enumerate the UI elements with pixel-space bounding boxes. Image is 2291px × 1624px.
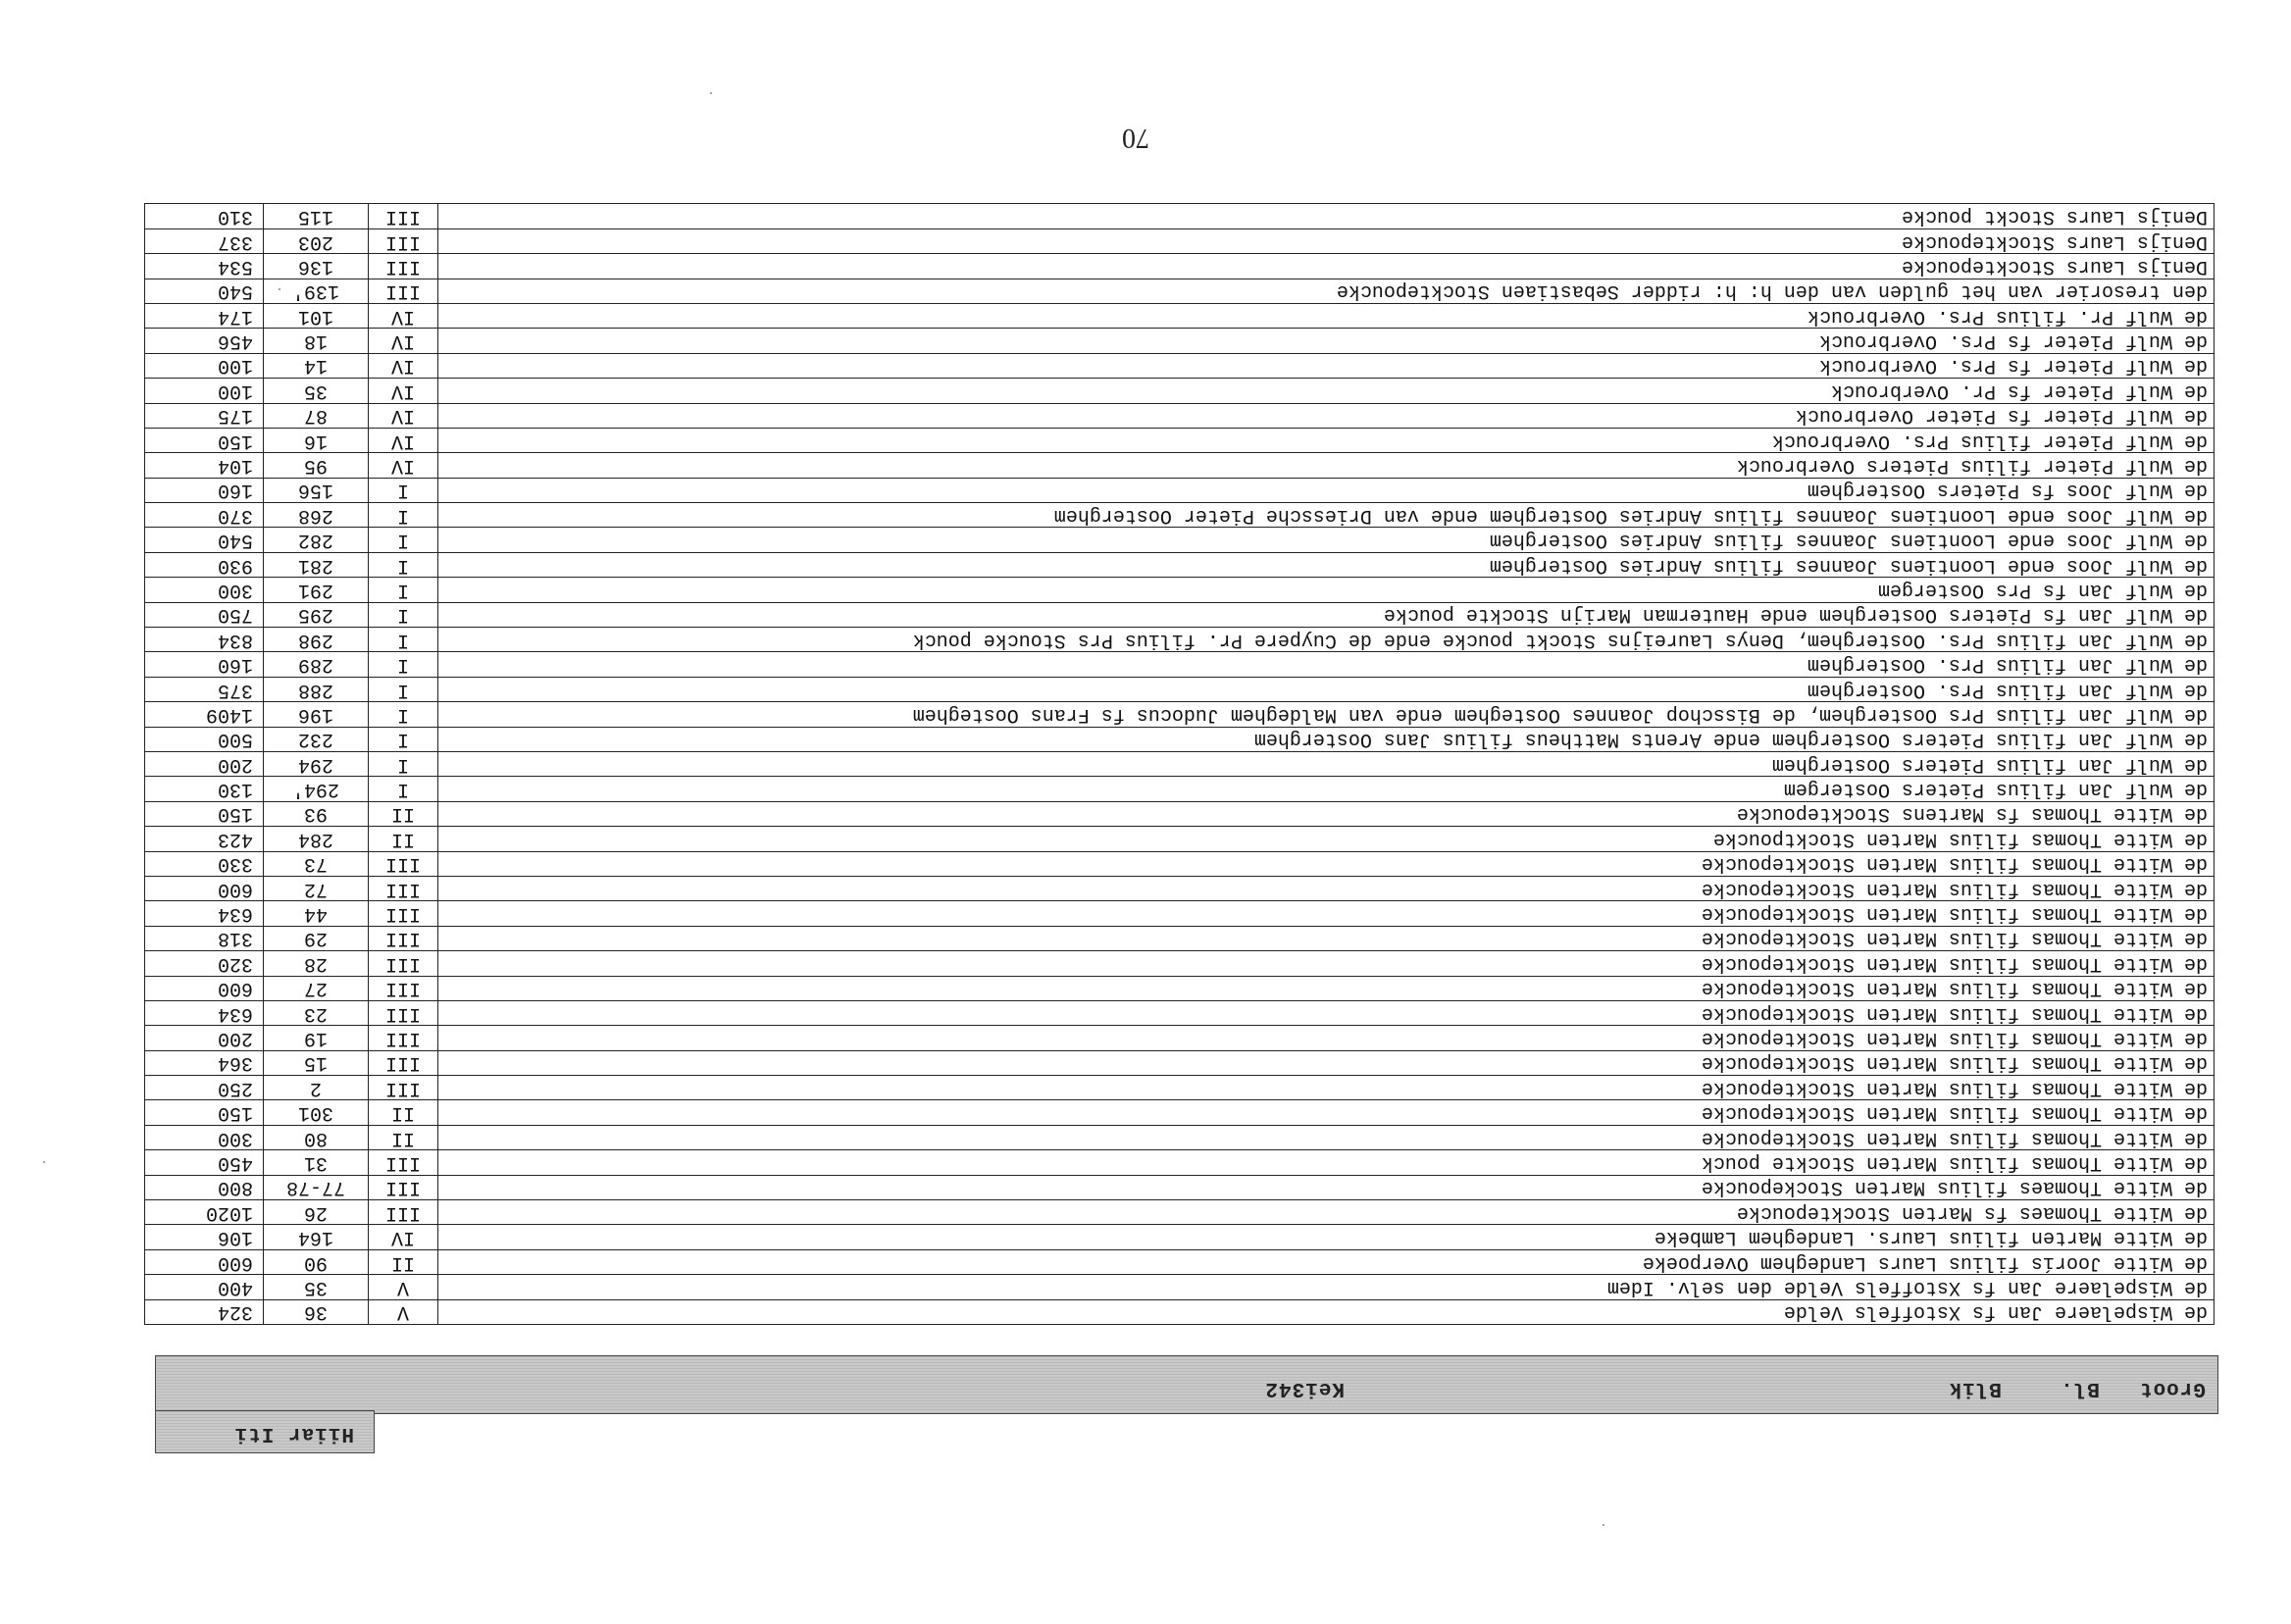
row-value-cell: 130 [145,777,264,801]
row-name-cell: de Wulf Pieter filius Pieters Overbrouck [438,453,2215,478]
table-row [145,602,2215,627]
row-book-cell: III [369,1026,438,1050]
table-row [145,901,2215,926]
row-name-cell: de Wulf Jan filius Prs Oosterghem, de Bisschop Joannes Oosteghem ende van Maldeghem Judocus fs Frans Oosteghem [438,702,2215,727]
table-row [145,552,2215,577]
row-name-cell: de Witte Thomas filius Marten Stocktepoucke [438,1026,2215,1050]
row-book-cell: III [369,228,438,253]
table-row [145,1125,2215,1149]
row-folio-cell: 27 [264,976,369,1000]
row-book-cell: III [369,1175,438,1199]
table-row [145,578,2215,602]
table-row [145,1150,2215,1175]
table-row [145,976,2215,1000]
row-name-cell: de Witte Thomas filius Marten Stocktepoucke [438,926,2215,950]
row-name-cell: de Witte Thomas filius Marten Stocktepoucke [438,901,2215,926]
row-folio-cell: 115 [264,204,369,228]
table-row [145,379,2215,403]
row-name-cell: de Wulf Pieter fs Pr. Overbrouck [438,379,2215,403]
row-folio-cell: 87 [264,403,369,428]
row-name-cell: de Witte Thomaes filius Marten Stockepoucke [438,1175,2215,1199]
row-name-cell: de Wulf Jan fs Pieters Oosterghem ende Hauterman Marijn Stockte poucke [438,602,2215,627]
row-value-cell: 456 [145,329,264,353]
row-book-cell: IV [369,329,438,353]
row-folio-cell: 18 [264,329,369,353]
table-row [145,702,2215,727]
row-value-cell: 160 [145,478,264,502]
row-folio-cell: 281 [264,552,369,577]
row-value-cell: 324 [145,1299,264,1324]
row-value-cell: 370 [145,503,264,528]
row-folio-cell: 28 [264,951,369,976]
row-value-cell: 834 [145,628,264,652]
row-value-cell: 330 [145,851,264,876]
register-table-body [145,204,2215,1325]
row-value-cell: 600 [145,976,264,1000]
row-book-cell: III [369,1076,438,1100]
row-folio-cell: 164 [264,1225,369,1249]
row-book-cell: V [369,1299,438,1324]
row-name-cell: de Witte Thomaes fs Marten Stocktepoucke [438,1200,2215,1225]
table-row [145,329,2215,353]
row-folio-cell: 72 [264,876,369,900]
row-value-cell: 930 [145,552,264,577]
table-row [145,827,2215,851]
row-book-cell: III [369,976,438,1000]
scan-speck [1603,1524,1604,1526]
row-book-cell: I [369,478,438,502]
row-name-cell: de Wulf Jan fs Prs Oostergem [438,578,2215,602]
row-value-cell: 540 [145,279,264,303]
row-name-cell: de Wulf Pr. filius Prs. Overbrouck [438,303,2215,328]
row-value-cell: 600 [145,1249,264,1274]
row-name-cell: de Witte Thomas filius Marten Stocktepoucke [438,876,2215,900]
table-row [145,777,2215,801]
table-row [145,951,2215,976]
row-name-cell: de Wulf Jan filius Prs. Oosterghem, Denys Laureijns Stockt poucke ende de Cuypere Pr. filius Prs Stoucke pouck [438,628,2215,652]
row-value-cell: 200 [145,752,264,777]
row-value-cell: 150 [145,1100,264,1125]
row-value-cell: 634 [145,901,264,926]
row-value-cell: 250 [145,1076,264,1100]
page-number: 70 [1122,123,1149,153]
row-name-cell: de Witte Thomas filius Marten Stocktepoucke [438,1076,2215,1100]
row-name-cell: Denijs Laurs Stocktepoucke [438,228,2215,253]
row-folio-cell: 23 [264,1000,369,1025]
row-value-cell: 310 [145,204,264,228]
scan-speck [43,1161,45,1163]
table-header-band [155,1355,2218,1414]
row-folio-cell: 289 [264,652,369,677]
row-name-cell: de Wulf Pieter fs Pieter Overbrouck [438,403,2215,428]
table-row [145,1225,2215,1249]
row-folio-cell: 301 [264,1100,369,1125]
row-name-cell: de Wulf Jan filius Pieters Oosterghem [438,752,2215,777]
row-folio-cell: 294 [264,752,369,777]
row-name-cell: Denijs Laurs Stockt poucke [438,204,2215,228]
row-value-cell: 634 [145,1000,264,1025]
row-name-cell: de Wispelaere Jan fs Xstoffels Velde den selv. Idem [438,1275,2215,1299]
row-folio-cell: 2 [264,1076,369,1100]
table-row [145,254,2215,279]
row-name-cell: de Wispelaere Jan fs Xstoffels Velde [438,1299,2215,1324]
row-value-cell: 750 [145,602,264,627]
row-book-cell: I [369,727,438,751]
row-value-cell: 800 [145,1175,264,1199]
table-row [145,628,2215,652]
row-name-cell: Denijs Laurs Stocktepoucke [438,254,2215,279]
row-folio-cell: 203 [264,228,369,253]
row-folio-cell: 101 [264,303,369,328]
row-name-cell: de Wulf Pieter fs Prs. Overbrouck [438,353,2215,378]
scan-speck [279,288,280,290]
row-book-cell: III [369,1050,438,1075]
row-value-cell: 300 [145,1125,264,1149]
row-folio-cell: 14 [264,353,369,378]
row-book-cell: II [369,801,438,826]
row-folio-cell: 268 [264,503,369,528]
row-book-cell: II [369,1125,438,1149]
table-row [145,478,2215,502]
table-row [145,1100,2215,1125]
row-name-cell: de Witte Joorís filius Laurs Landeghem Overpoeke [438,1249,2215,1274]
row-book-cell: I [369,552,438,577]
row-book-cell: I [369,677,438,701]
table-row [145,652,2215,677]
row-book-cell: IV [369,379,438,403]
row-value-cell: 337 [145,228,264,253]
row-value-cell: 540 [145,528,264,552]
row-folio-cell: 73 [264,851,369,876]
row-book-cell: I [369,702,438,727]
row-name-cell: de Wulf Joos ende Loontiens Joannes filius Andries Oosterghem [438,528,2215,552]
row-folio-cell: 288 [264,677,369,701]
table-row [145,677,2215,701]
row-value-cell: 400 [145,1275,264,1299]
row-name-cell: de Witte Thomas filius Marten Stockte pouck [438,1150,2215,1175]
row-folio-cell: 90 [264,1249,369,1274]
header-name-label: Kei342 [1264,1377,1345,1399]
row-book-cell: IV [369,403,438,428]
row-name-cell: de Witte Thomas fs Martens Stocktepoucke [438,801,2215,826]
row-book-cell: I [369,503,438,528]
table-row [145,1026,2215,1050]
table-row [145,403,2215,428]
row-value-cell: 100 [145,353,264,378]
row-book-cell: III [369,254,438,279]
row-book-cell: I [369,578,438,602]
row-book-cell: II [369,1249,438,1274]
row-name-cell: de Witte Thomas filius Marten Stocktepoucke [438,1000,2215,1025]
header-value-label: Groot [2138,1377,2206,1399]
row-value-cell: 375 [145,677,264,701]
table-row [145,1175,2215,1199]
table-row [145,1249,2215,1274]
row-value-cell: 106 [145,1225,264,1249]
row-folio-cell: 295 [264,602,369,627]
row-book-cell: IV [369,1225,438,1249]
table-row [145,1000,2215,1025]
row-folio-cell: 35 [264,1275,369,1299]
row-folio-cell: 156 [264,478,369,502]
table-row [145,1299,2215,1324]
row-book-cell: I [369,528,438,552]
table-row [145,1050,2215,1075]
row-book-cell: III [369,1200,438,1225]
row-value-cell: 150 [145,801,264,826]
table-row [145,204,2215,228]
header-folio-label: Bl. [2060,1377,2100,1399]
row-folio-cell: 31 [264,1150,369,1175]
scan-speck [710,92,712,94]
row-book-cell: V [369,1275,438,1299]
row-value-cell: 600 [145,876,264,900]
table-row [145,528,2215,552]
row-name-cell: de Wulf Jan filius Prs. Oosterghem [438,677,2215,701]
table-row [145,801,2215,826]
row-book-cell: III [369,1150,438,1175]
row-folio-cell: 298 [264,628,369,652]
row-folio-cell: 282 [264,528,369,552]
row-folio-cell: 35 [264,379,369,403]
row-book-cell: II [369,1100,438,1125]
row-folio-cell: 19 [264,1026,369,1050]
row-book-cell: IV [369,453,438,478]
row-value-cell: 150 [145,428,264,452]
row-value-cell: 423 [145,827,264,851]
row-book-cell: I [369,777,438,801]
table-row [145,926,2215,950]
row-book-cell: IV [369,353,438,378]
row-name-cell: de Witte Thomas filius Marten Stocktpoucke [438,827,2215,851]
row-folio-cell: 93 [264,801,369,826]
table-row [145,1275,2215,1299]
row-book-cell: IV [369,428,438,452]
row-folio-cell: 44 [264,901,369,926]
row-book-cell: III [369,851,438,876]
table-row [145,851,2215,876]
row-book-cell: III [369,204,438,228]
row-folio-cell: 77-78 [264,1175,369,1199]
row-value-cell: 364 [145,1050,264,1075]
row-name-cell: de Wulf Jan filius Prs. Oosterghem [438,652,2215,677]
register-table [144,203,2215,1325]
row-folio-cell: 26 [264,1200,369,1225]
row-folio-cell: 294' [264,777,369,801]
row-name-cell: de Witte Thomas filius Marten Stocktepoucke [438,1125,2215,1149]
table-row [145,228,2215,253]
row-name-cell: de Witte Marten filius Laurs. Landeghem Lambeke [438,1225,2215,1249]
row-book-cell: III [369,876,438,900]
row-book-cell: I [369,652,438,677]
row-book-cell: I [369,628,438,652]
table-header-extension [155,1410,375,1453]
row-folio-cell: 36 [264,1299,369,1324]
row-name-cell: de Wulf Jan filius Pieters Oosterghem ende Arents Mattheus filius Jans Oosterghem [438,727,2215,751]
row-name-cell: de Wulf Joos ende Loontiens Joannes filius Andries Oosterghem ende van Driessche Pieter Oosterghem [438,503,2215,528]
row-book-cell: IV [369,303,438,328]
table-row [145,453,2215,478]
row-value-cell: 1409 [145,702,264,727]
row-value-cell: 160 [145,652,264,677]
row-book-cell: III [369,279,438,303]
row-value-cell: 175 [145,403,264,428]
row-value-cell: 300 [145,578,264,602]
row-folio-cell: 15 [264,1050,369,1075]
row-value-cell: 104 [145,453,264,478]
row-folio-cell: 196 [264,702,369,727]
row-name-cell: de Wulf Pieter fs Prs. Overbrouck [438,329,2215,353]
table-row [145,876,2215,900]
row-value-cell: 450 [145,1150,264,1175]
table-row [145,279,2215,303]
row-book-cell: III [369,926,438,950]
row-book-cell: III [369,901,438,926]
row-folio-cell: 232 [264,727,369,751]
table-row [145,303,2215,328]
row-folio-cell: 80 [264,1125,369,1149]
header-book-label: Blik [1948,1377,2002,1399]
row-value-cell: 100 [145,379,264,403]
table-row [145,428,2215,452]
row-value-cell: 500 [145,727,264,751]
row-name-cell: de Witte Thomas filius Marten Stocktepoucke [438,951,2215,976]
header-extension-label: Hiiar Iti [233,1422,354,1445]
row-value-cell: 320 [145,951,264,976]
row-folio-cell: 136 [264,254,369,279]
row-book-cell: I [369,752,438,777]
row-name-cell: de Witte Thomas filius Marten Stocktepoucke [438,1100,2215,1125]
row-name-cell: de Wulf Pieter filius Prs. Overbrouck [438,428,2215,452]
row-value-cell: 174 [145,303,264,328]
row-folio-cell: 95 [264,453,369,478]
row-name-cell: de Witte Thomas filius Marten Stocktepoucke [438,1050,2215,1075]
row-name-cell: de Wulf Joos fs Pieters Oosterghem [438,478,2215,502]
table-row [145,752,2215,777]
table-row [145,1076,2215,1100]
row-value-cell: 200 [145,1026,264,1050]
row-value-cell: 534 [145,254,264,279]
table-row [145,503,2215,528]
row-value-cell: 1020 [145,1200,264,1225]
row-folio-cell: 139' [264,279,369,303]
row-book-cell: II [369,827,438,851]
table-row [145,353,2215,378]
row-name-cell: de Wulf Jan filius Pieters Oostergem [438,777,2215,801]
row-value-cell: 318 [145,926,264,950]
row-folio-cell: 291 [264,578,369,602]
row-folio-cell: 16 [264,428,369,452]
row-book-cell: III [369,1000,438,1025]
row-book-cell: III [369,951,438,976]
row-name-cell: de Witte Thomas filius Marten Stocktepoucke [438,851,2215,876]
table-row [145,1200,2215,1225]
row-folio-cell: 29 [264,926,369,950]
row-name-cell: den tresorier van het gulden van den h: h: ridder Sebastiaen Stocktepoucke [438,279,2215,303]
table-row [145,727,2215,751]
row-name-cell: de Witte Thomas filius Marten Stocktepoucke [438,976,2215,1000]
row-book-cell: I [369,602,438,627]
row-folio-cell: 284 [264,827,369,851]
row-name-cell: de Wulf Joos ende Loontiens Joannes filius Andries Oosterghem [438,552,2215,577]
